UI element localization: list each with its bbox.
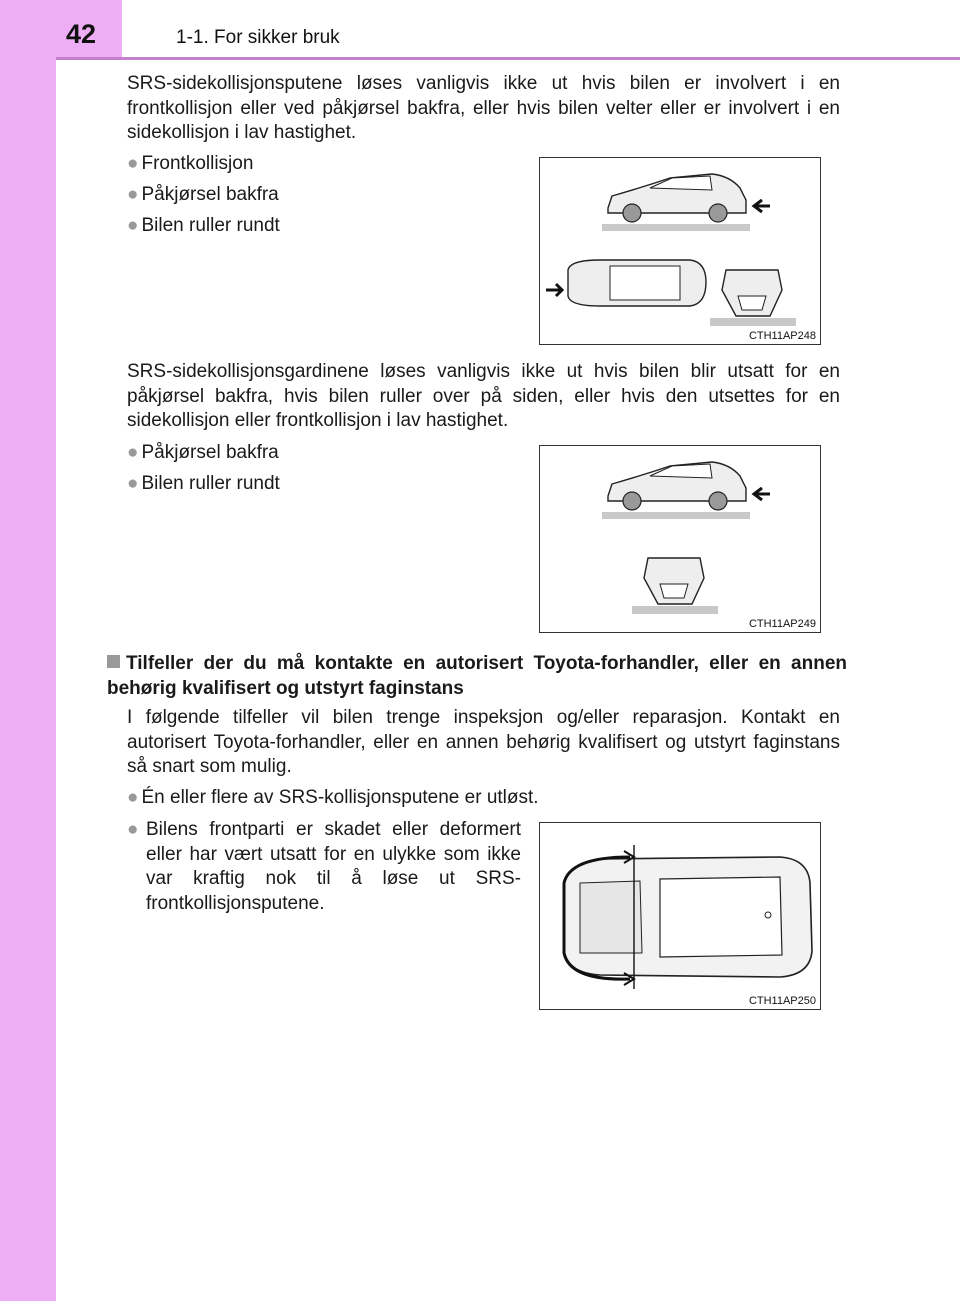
- figure-code: CTH11AP248: [748, 330, 816, 342]
- figure-collision-types-curtains: [539, 445, 821, 633]
- bullet-icon: ●: [127, 215, 139, 236]
- intro-paragraph-2: SRS-sidekollisjonsgardinene løses vanligvis ikke ut hvis bilen blir utsatt for en påkjørsel bakfra, hvis bilen ruller over på siden, eller hvis den utsettes for en sidekollisjon eller frontkollisjon i lav hastighet.: [127, 361, 840, 431]
- figure-collision-types-airbags: [539, 157, 821, 345]
- list-item: ● Påkjørsel bakfra: [127, 184, 279, 205]
- figure-code: CTH11AP250: [748, 995, 816, 1007]
- list-item: ● Bilen ruller rundt: [127, 473, 280, 494]
- bullet-icon: ●: [127, 473, 139, 494]
- list-item: ● Én eller flere av SRS-kollisjonsputene er utløst.: [127, 787, 539, 808]
- figure-front-damage: [539, 822, 821, 1010]
- list-item: ● Bilen ruller rundt: [127, 215, 280, 236]
- section-body: I følgende tilfeller vil bilen trenge inspeksjon og/eller reparasjon. Kontakt en autorisert Toyota-forhandler, eller en annen behørig kvalifisert og utstyrt faginstans så snart som mulig.: [127, 707, 840, 777]
- bullet-icon: ●: [127, 787, 139, 808]
- list-item: ● Bilens frontparti er skadet eller deformert eller har vært utsatt for en ulykke som ikke var kraftig nok til å løse ut SRS-frontkollisjonsputene.: [127, 819, 521, 914]
- bullet-icon: ●: [127, 819, 139, 840]
- list-item: ● Påkjørsel bakfra: [127, 442, 279, 463]
- car-illustration-3: [540, 823, 822, 1011]
- header-rule: [56, 57, 960, 60]
- car-illustration-1: [540, 158, 822, 346]
- intro-paragraph-1: SRS-sidekollisjonsputene løses vanligvis ikke ut hvis bilen er involvert i en frontkollisjon eller ved påkjørsel bakfra, eller hvis bilen velter eller er involvert i en sidekollisjon i lav hastighet.: [127, 73, 840, 143]
- bullet-icon: ●: [127, 184, 139, 205]
- sidebar-band: [0, 0, 56, 1301]
- list-item: ● Frontkollisjon: [127, 153, 254, 174]
- bullet-icon: ●: [127, 442, 139, 463]
- chapter-title: 1-1. For sikker bruk: [176, 27, 340, 48]
- section-heading: Tilfeller der du må kontakte en autorisert Toyota-forhandler, eller en annen behørig kvalifisert og utstyrt faginstans: [107, 653, 847, 699]
- figure-code: CTH11AP249: [748, 618, 816, 630]
- square-bullet-icon: [107, 655, 120, 668]
- bullet-icon: ●: [127, 153, 139, 174]
- car-illustration-2: [540, 446, 822, 634]
- page-number: 42: [66, 19, 97, 49]
